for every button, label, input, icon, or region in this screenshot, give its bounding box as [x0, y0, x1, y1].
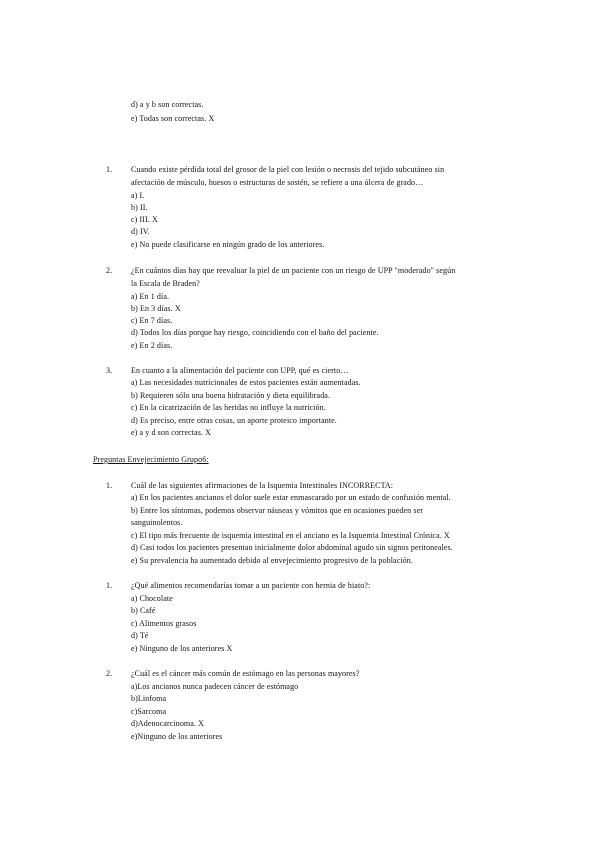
question-1-option-d: d) IV.	[131, 227, 150, 236]
question-2-option-d: d) Todos los días porque hay riesgo, coincidiendo con el baño del paciente.	[131, 328, 379, 337]
section-title: Preguntas Envejecimiento Grupo6:	[93, 455, 209, 464]
question-3-text-line-1: En cuanto a la alimentación del paciente con UPP, qué es cierto…	[131, 366, 349, 375]
question-2-option-e: e) En 2 días.	[131, 341, 173, 350]
group-question-2-text: ¿Qué alimentos recomendarías tomar a un paciente con hernia de hiato?:	[131, 581, 371, 590]
group-question-3-number: 2.	[106, 669, 113, 678]
question-2-number: 2.	[106, 266, 113, 275]
question-3-option-a: a) Las necesidades nutricionales de estos pacientes están aumentadas.	[131, 378, 361, 387]
question-1-number: 1.	[106, 165, 113, 174]
group-question-3-option-a: a)Los ancianos nunca padecen cáncer de estómago	[131, 682, 299, 691]
intro-option-e: e) Todas son correctas. X	[131, 114, 215, 123]
question-3-option-b: b) Requieren sólo una buena hidratación y dieta equilibrada.	[131, 391, 331, 400]
question-2-option-b: b) En 3 días. X	[131, 304, 181, 313]
group-question-3-text: ¿Cuál es el cáncer más común de estómago en las personas mayores?	[131, 669, 360, 678]
intro-option-d: d) a y b son correctas.	[131, 100, 204, 109]
question-3-option-c: c) En la cicatrización de las heridas no influye la nutrición.	[131, 403, 326, 412]
group-question-1-number: 1.	[106, 481, 113, 490]
group-question-3-option-e: e)Ninguno de los anteriores	[131, 732, 223, 741]
question-1-option-a: a) I.	[131, 191, 145, 200]
question-3-option-e: e) a y d son correctas. X	[131, 428, 212, 437]
group-question-2-option-a: a) Chocolate	[131, 594, 173, 603]
question-1-option-e: e) No puede clasificarse en ningún grado de los anteriores.	[131, 240, 325, 249]
group-question-1-option-d: d) Casi todos los pacientes presentan inicialmente dolor abdominal agudo sin signos peritoneales.	[131, 543, 453, 552]
group-question-3-option-d: d)Adenocarcinoma. X	[131, 719, 204, 728]
question-2-option-c: c) En 7 días.	[131, 316, 173, 325]
group-question-2-option-d: d) Té	[131, 631, 149, 640]
question-1-option-c: c) III. X	[131, 215, 158, 224]
group-question-2-option-e: e) Ninguno de los anteriores X	[131, 644, 233, 653]
group-question-1-text: Cuál de las siguientes afirmaciones de la Isquemia Intestinales INCORRECTA:	[131, 481, 394, 490]
group-question-3-option-c: c)Sarcoma	[131, 707, 167, 716]
group-question-1-option-b: b) Entre los síntomas, podemos observar náuseas y vómitos que en ocasiones pueden ser	[131, 506, 423, 515]
group-question-3-option-b: b)Linfoma	[131, 694, 167, 703]
group-question-1-option-a: a) En los pacientes ancianos el dolor suele estar enmascarado por un estado de confusión mental.	[131, 493, 451, 502]
question-2-text-line-2: la Escala de Braden?	[131, 279, 200, 288]
group-question-1-option-c: c) El tipo más frecuente de isquemia intestinal en el anciano es la Isquemia Intestinal Crónica. X	[131, 531, 450, 540]
group-question-1-option-e: e) Su prevalencia ha aumentado debido al envejecimiento progresivo de la población.	[131, 556, 413, 565]
question-2-option-a: a) En 1 día.	[131, 292, 170, 301]
group-question-2-number: 1.	[106, 581, 113, 590]
group-question-1-option-b-cont: sanguinolentos.	[131, 518, 183, 527]
question-1-text-line-2: afectación de músculo, huesos o estructuras de sostén, se refiere a una úlcera de grado…	[131, 178, 424, 187]
question-2-text-line-1: ¿En cuántos días hay que reevaluar la piel de un paciente con un riesgo de UPP "moderado" según	[131, 266, 456, 275]
group-question-2-option-c: c) Alimentos grasos	[131, 619, 197, 628]
question-3-option-d: d) Es preciso, entre otras cosas, un aporte proteico importante.	[131, 416, 337, 425]
question-1-option-b: b) II.	[131, 203, 148, 212]
question-1-text-line-1: Cuando existe pérdida total del grosor de la piel con lesión o necrosis del tejido subcutáneo sin	[131, 165, 445, 174]
question-3-number: 3.	[106, 366, 113, 375]
group-question-2-option-b: b) Café	[131, 606, 156, 615]
